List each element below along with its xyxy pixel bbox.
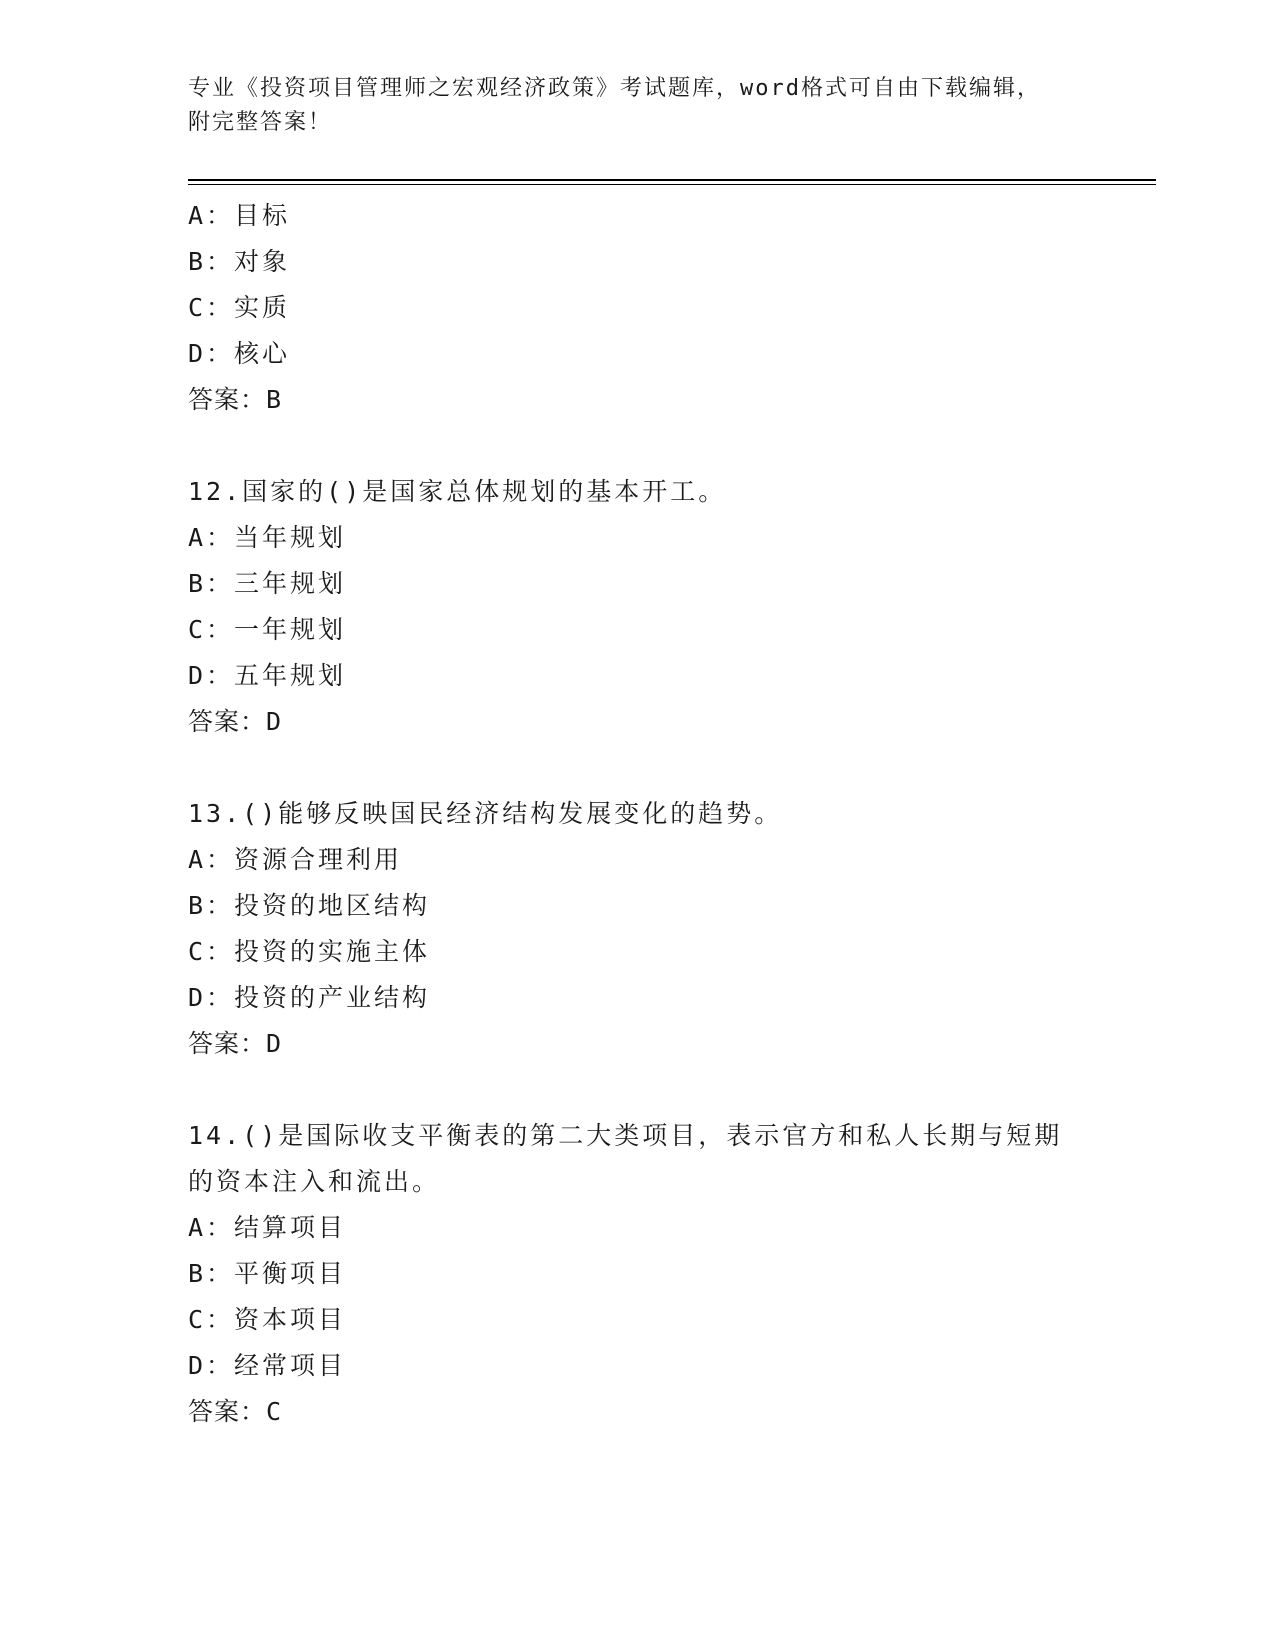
question-text-line-2: 的资本注入和流出。 bbox=[188, 1167, 441, 1196]
answer-label: 答案： bbox=[188, 707, 267, 736]
answer-value: D bbox=[266, 707, 283, 736]
answer-line bbox=[188, 377, 1088, 423]
question-block-14 bbox=[188, 1113, 1088, 1435]
question-block-partial bbox=[188, 193, 1088, 423]
option-c: C：投资的实施主体 bbox=[188, 937, 431, 966]
option-a: A：当年规划 bbox=[188, 523, 347, 552]
question-text: 13.()能够反映国民经济结构发展变化的趋势。 bbox=[188, 799, 783, 828]
option-d: D：经常项目 bbox=[188, 1351, 347, 1380]
option-b: B：平衡项目 bbox=[188, 1259, 347, 1288]
option-a: A：目标 bbox=[188, 201, 291, 230]
option-b: B：三年规划 bbox=[188, 569, 347, 598]
answer-value: B bbox=[266, 385, 283, 414]
question-list bbox=[188, 193, 1088, 1435]
answer-label: 答案： bbox=[188, 1029, 267, 1058]
answer-value: C bbox=[266, 1397, 283, 1426]
option-a: A：结算项目 bbox=[188, 1213, 347, 1242]
answer-line bbox=[188, 1021, 1088, 1067]
header-divider-thick bbox=[188, 179, 1156, 181]
answer-line bbox=[188, 1389, 1088, 1435]
question-block-13 bbox=[188, 791, 1088, 1067]
option-c: C：一年规划 bbox=[188, 615, 347, 644]
option-b: B：投资的地区结构 bbox=[188, 891, 431, 920]
header-divider-thin bbox=[188, 184, 1156, 185]
option-c: C：资本项目 bbox=[188, 1305, 347, 1334]
answer-value: D bbox=[266, 1029, 283, 1058]
header-line-2: 附完整答案！ bbox=[188, 110, 333, 135]
option-d: D：核心 bbox=[188, 339, 291, 368]
option-c: C：实质 bbox=[188, 293, 291, 322]
option-b: B：对象 bbox=[188, 247, 291, 276]
question-block-12 bbox=[188, 469, 1088, 745]
option-d: D：投资的产业结构 bbox=[188, 983, 431, 1012]
answer-label: 答案： bbox=[188, 1397, 267, 1426]
answer-label: 答案： bbox=[188, 385, 267, 414]
option-d: D：五年规划 bbox=[188, 661, 347, 690]
question-text-line-1: 14.()是国际收支平衡表的第二大类项目，表示官方和私人长期与短期 bbox=[188, 1121, 1063, 1150]
answer-line bbox=[188, 699, 1088, 745]
header-line-1: 专业《投资项目管理师之宏观经济政策》考试题库，word格式可自由下载编辑， bbox=[188, 76, 1041, 101]
document-header bbox=[188, 72, 1088, 140]
question-text: 12.国家的()是国家总体规划的基本开工。 bbox=[188, 477, 727, 506]
option-a: A：资源合理利用 bbox=[188, 845, 403, 874]
